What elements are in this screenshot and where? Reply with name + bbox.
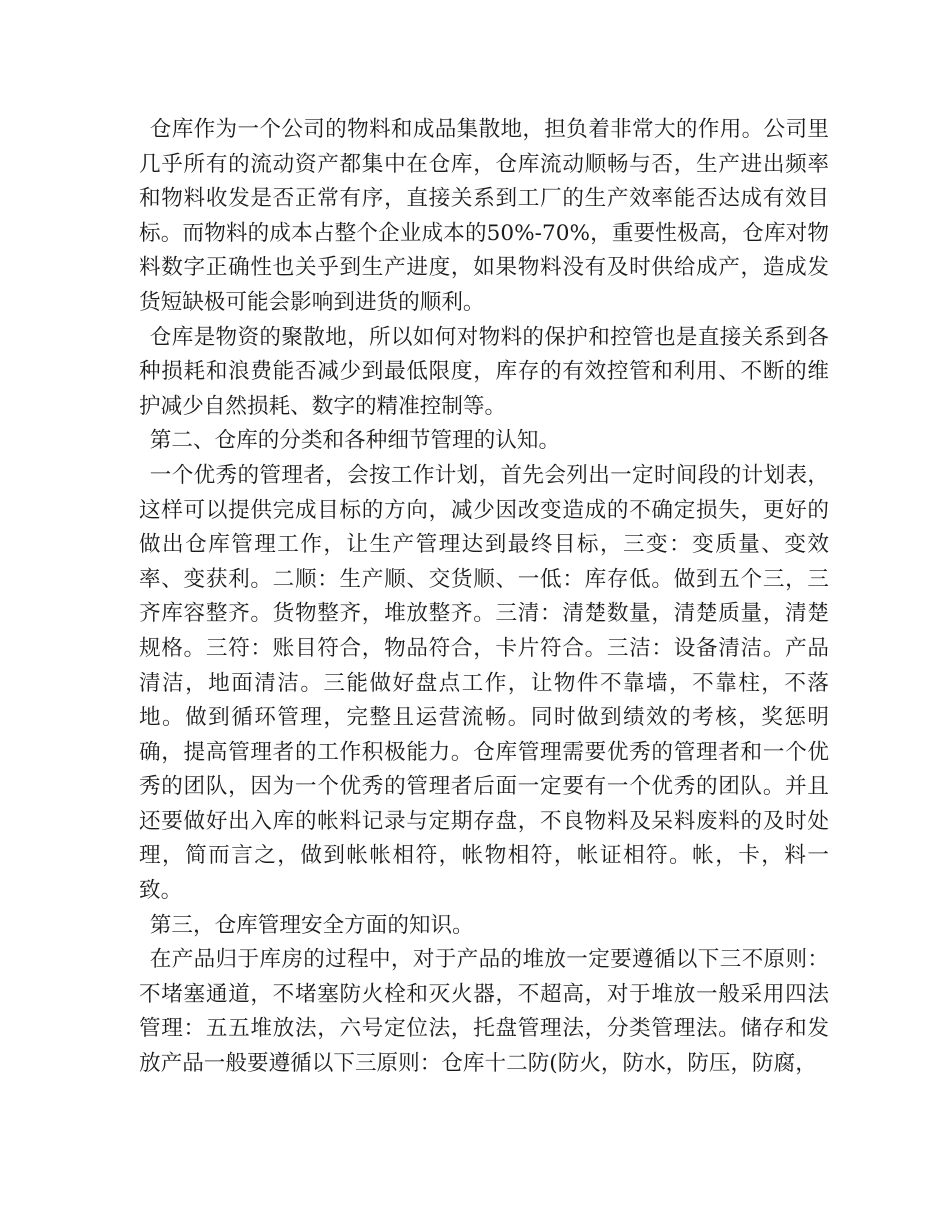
section-heading-safety: 第三，仓库管理安全方面的知识。: [149, 912, 474, 938]
section-heading-classification: 第二、仓库的分类和各种细节管理的认知。: [149, 428, 561, 454]
paragraph-manager-plan: 一个优秀的管理者，会按工作计划，首先会列出一定时间段的计划表，这样可以提供完成目标的方向，减少因改变造成的不确定损失，更好的做出仓库管理工作，让生产管理达到最终目标，三变：变质量、变效率、变获利。二顺：生产顺、交货顺、一低：库存低。做到五个三，三齐库容整齐。货物整齐，堆放整齐。三清：清楚数量，清楚质量，清楚规格。三符：账目符合，物品符合，卡片符合。三洁：设备清洁。产品清洁，地面清洁。三能做好盘点工作，让物件不靠墙，不靠柱，不落地。做到循环管理，完整且运营流畅。同时做到绩效的考核，奖惩明确，提高管理者的工作积极能力。仓库管理需要优秀的管理者和一个优秀的团队，因为一个优秀的管理者后面一定要有一个优秀的团队。并且还要做好出入库的帐料记录与定期存盘，不良物料及呆料废料的及时处理，简而言之，做到帐帐相符，帐物相符，帐证相符。帐，卡，料一致。: [139, 462, 829, 904]
paragraph-warehouse-role: 仓库作为一个公司的物料和成品集散地，担负着非常大的作用。公司里几乎所有的流动资产都集中在仓库，仓库流动顺畅与否，生产进出频率和物料收发是否正常有序，直接关系到工厂的生产效率能否达成有效目标。而物料的成本占整个企业成本的50%-70%，重要性极高，仓库对物料数字正确性也关乎到生产进度，如果物料没有及时供给成产，造成发货短缺极可能会影响到进货的顺利。: [139, 117, 829, 315]
paragraph-storage-principles: 在产品归于库房的过程中，对于产品的堆放一定要遵循以下三不原则：不堵塞通道，不堵塞防火栓和灭火器，不超高，对于堆放一般采用四法管理：五五堆放法，六号定位法，托盘管理法，分类管理法。储存和发放产品一般要遵循以下三原则：仓库十二防(防火，防水，防压，防腐，: [139, 947, 829, 1077]
paragraph-material-control: 仓库是物资的聚散地，所以如何对物料的保护和控管也是直接关系到各种损耗和浪费能否减少到最低限度，库存的有效控管和利用、不断的维护减少自然损耗、数字的精准控制等。: [139, 324, 829, 419]
document-page: [139, 113, 829, 1082]
